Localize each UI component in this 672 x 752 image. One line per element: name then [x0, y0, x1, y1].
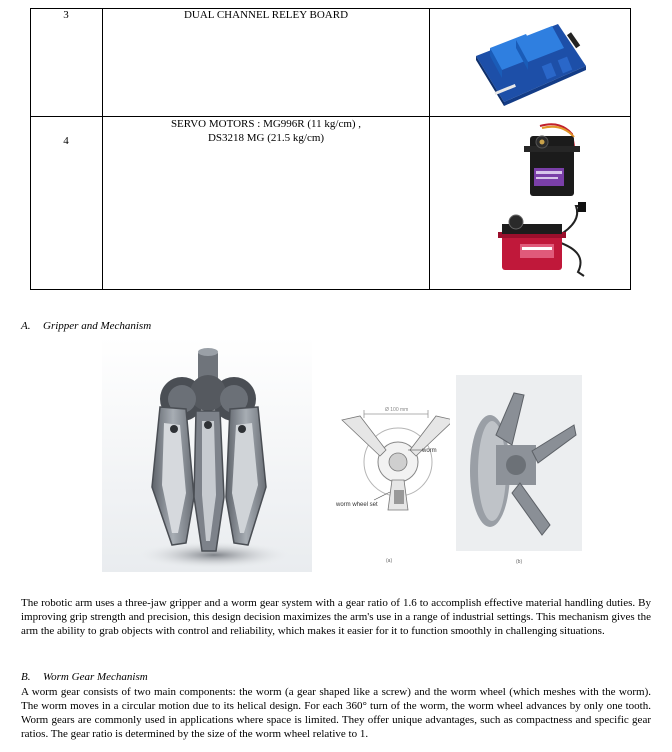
- table-column-divider: [102, 8, 103, 290]
- table-row-description: DUAL CHANNEL RELEY BOARD: [183, 9, 349, 21]
- table-border-right: [630, 8, 631, 290]
- servo-mg996r-image: [500, 120, 590, 202]
- section-a-heading: [21, 320, 151, 332]
- components-table: [30, 8, 631, 290]
- table-row-divider: [30, 116, 631, 117]
- panel-b-label: (b): [516, 559, 523, 565]
- three-jaw-gripper-render: [102, 337, 312, 572]
- table-border-left: [30, 8, 31, 290]
- table-row-number: 3: [63, 9, 69, 21]
- table-column-divider: [429, 8, 430, 290]
- section-a-title: Gripper and Mechanism: [43, 320, 152, 332]
- worm-gripper-render: [456, 375, 582, 571]
- section-b-title: Worm Gear Mechanism: [43, 671, 148, 683]
- table-border-bottom: [30, 289, 631, 290]
- section-b-paragraph: A worm gear consists of two main components: the worm (a gear shaped like a screw) and the worm wheel (which meshes with the worm). The worm moves in a circular motion due to its helical design. For each 360° turn of the worm, the worm wheel advances by only one tooth. Worm gears are commonly used in applications where space is limited. They offer unique advantages, such as compactness and specific gear ratios. The gear ratio is determined by the size of the worm wheel relative to 1.: [21, 686, 651, 740]
- panel-a-label: (a): [386, 558, 393, 564]
- worm-label: worm: [422, 448, 437, 454]
- table-row-number: 4: [63, 135, 69, 147]
- worm-wheel-diagram: [330, 392, 450, 567]
- worm-wheel-set-label: worm wheel set: [336, 502, 378, 508]
- relay-board-image: [470, 18, 590, 106]
- section-a-number: A.: [21, 320, 31, 332]
- section-a-paragraph: The robotic arm uses a three-jaw gripper and a worm gear system with a gear ratio of 1.6 to accomplish effective material handling duties. By improving grip strength and precision, this design decision maximizes the arm's use in a range of industrial settings. This mechanism gives the arm the ability to grab objects with control and reliability, which makes it easier for it to function smoothly in challenging situations.: [21, 597, 651, 637]
- servo-ds3218-image: [496, 202, 596, 284]
- dimension-label: Ø 100 mm: [385, 407, 409, 413]
- section-b-heading: [21, 671, 148, 683]
- table-row-description-line: SERVO MOTORS : MG996R (11 kg/cm) ,: [170, 118, 362, 130]
- section-b-number: B.: [21, 671, 31, 683]
- table-row-description-line: DS3218 MG (21.5 kg/cm): [207, 132, 325, 144]
